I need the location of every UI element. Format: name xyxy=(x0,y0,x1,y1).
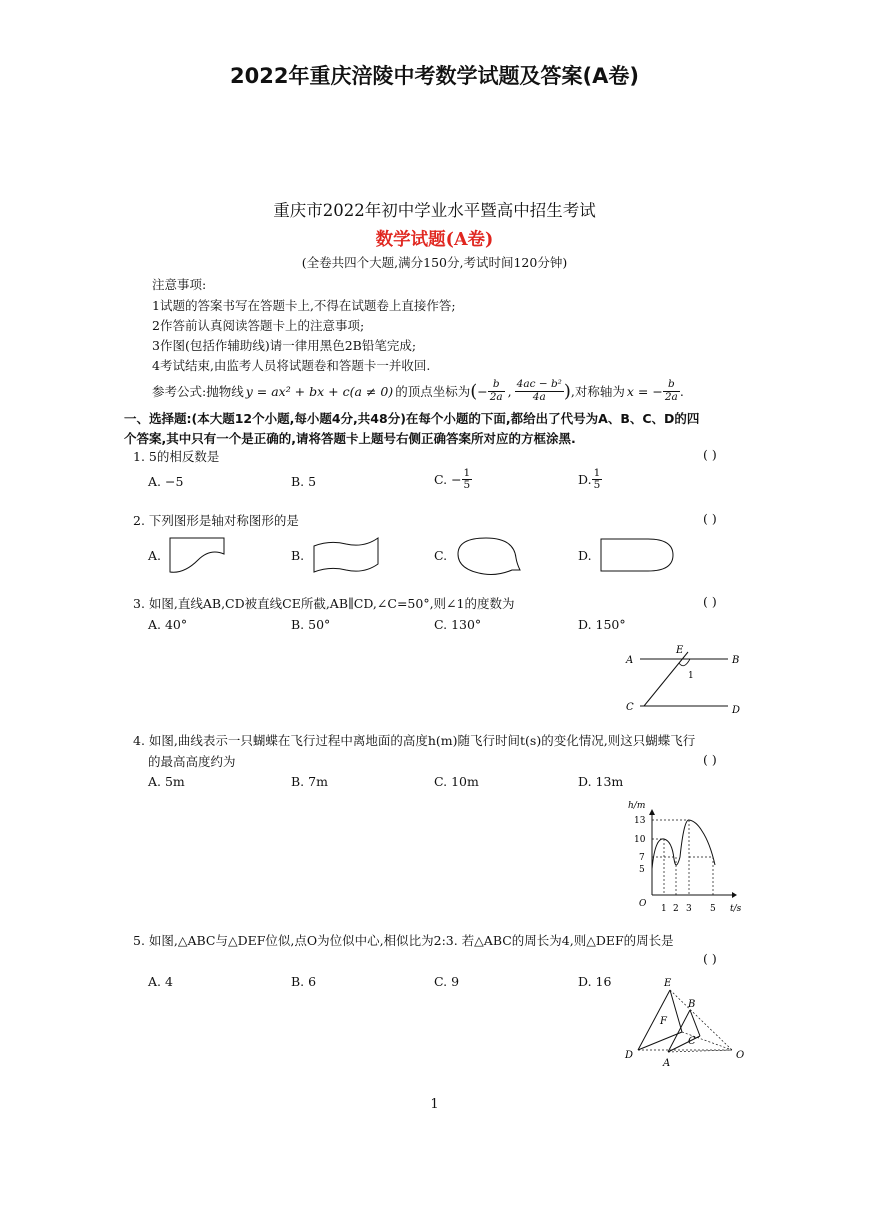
q4-option-c: C. 10m xyxy=(434,774,479,789)
vertex-x-fraction xyxy=(488,379,505,402)
q2-option-b: B. xyxy=(291,548,305,563)
axis-fraction xyxy=(663,379,680,402)
label-c: C xyxy=(626,702,634,713)
label-b: B xyxy=(688,999,696,1010)
label-c: C xyxy=(688,1036,696,1047)
vertex-y-fraction xyxy=(515,379,564,402)
q5-figure xyxy=(620,972,750,1070)
formula-mid: 的顶点坐标为 xyxy=(395,384,471,399)
q1-option-d xyxy=(578,468,602,491)
frac-den: 4a xyxy=(532,390,546,403)
q5-option-c: C. 9 xyxy=(434,974,460,989)
subject-title: 数学试题(A卷) xyxy=(375,230,494,250)
label-f: F xyxy=(660,1016,667,1027)
section-heading-cont: 个答案,其中只有一个是正确的,请将答题卡上题号右侧正确答案所对应的方框涂黑. xyxy=(124,431,576,446)
question-2-stem: 2. 下列图形是轴对称图形的是 xyxy=(133,513,299,528)
y-tick-7: 7 xyxy=(639,853,645,863)
option-c-label: C. − xyxy=(434,472,462,488)
frac-num: 1 xyxy=(593,467,601,479)
note-item: 1试题的答案书写在答题卡上,不得在试题卷上直接作答; xyxy=(152,298,456,313)
question-1-stem: 1. 5的相反数是 xyxy=(133,449,220,464)
q5-option-a: A. 4 xyxy=(148,974,173,989)
origin-label: O xyxy=(639,899,647,909)
q2-shape-d xyxy=(598,536,676,574)
y-tick-13: 13 xyxy=(634,816,646,826)
q4-option-b: B. 7m xyxy=(291,774,328,789)
question-4-stem: 4. 如图,曲线表示一只蝴蝶在飞行过程中离地面的高度h(m)随飞行时间t(s)的变化情况,则这只蝴蝶飞行 xyxy=(133,733,696,748)
frac-num: 4ac − b² xyxy=(516,378,562,391)
x-tick-2: 2 xyxy=(673,904,679,914)
note-item: 2作答前认真阅读答题卡上的注意事项; xyxy=(152,318,365,333)
label-o: O xyxy=(736,1050,745,1061)
answer-blank: ( ) xyxy=(703,594,717,609)
q3-figure xyxy=(622,640,748,718)
label-a: A xyxy=(663,1058,671,1069)
q1-option-a: A. −5 xyxy=(148,474,184,489)
answer-blank: ( ) xyxy=(703,511,717,526)
formula-prefix: 参考公式:抛物线 xyxy=(152,384,244,399)
q1-option-b: B. 5 xyxy=(291,474,317,489)
label-e: E xyxy=(676,645,684,656)
q2-option-c: C. xyxy=(434,548,448,563)
y-tick-5: 5 xyxy=(639,865,645,875)
comma: , xyxy=(507,383,512,399)
question-5-stem: 5. 如图,△ABC与△DEF位似,点O为位似中心,相似比为2:3. 若△ABC的周长为4,则△DEF的周长是 xyxy=(133,933,674,948)
frac-den: 2a xyxy=(489,390,503,403)
axis-expr: x = − xyxy=(626,383,663,399)
answer-blank: ( ) xyxy=(703,752,717,767)
q2-shape-c xyxy=(454,534,526,578)
frac-num: b xyxy=(663,379,680,391)
y-tick-10: 10 xyxy=(634,835,646,845)
page-number: 1 xyxy=(430,1097,439,1112)
q3-option-a: A. 40° xyxy=(148,617,188,632)
label-a: A xyxy=(626,655,634,666)
x-tick-1: 1 xyxy=(661,904,667,914)
answer-blank: ( ) xyxy=(703,447,717,462)
frac-den: 5 xyxy=(463,479,471,492)
question-3-stem: 3. 如图,直线AB,CD被直线CE所截,AB∥CD,∠C=50°,则∠1的度数为 xyxy=(133,596,515,611)
frac-den: 2a xyxy=(664,390,678,403)
x-tick-3: 3 xyxy=(686,904,692,914)
paren-close: ) xyxy=(563,380,571,402)
answer-blank: ( ) xyxy=(703,951,717,966)
label-d: D xyxy=(625,1050,634,1061)
q3-option-c: C. 130° xyxy=(434,617,482,632)
label-e: E xyxy=(664,978,672,989)
x-tick-5: 5 xyxy=(710,904,716,914)
exam-title: 重庆市2022年初中学业水平暨高中招生考试 xyxy=(273,201,596,220)
reference-formula xyxy=(152,374,684,408)
q5-option-b: B. 6 xyxy=(291,974,317,989)
q3-option-d: D. 150° xyxy=(578,617,626,632)
q3-option-b: B. 50° xyxy=(291,617,331,632)
paren-open: ( xyxy=(470,380,478,402)
formula-expr: y = ax² + bx + c(a ≠ 0) xyxy=(245,383,394,399)
formula-end: . xyxy=(679,383,684,399)
exam-scope: (全卷共四个大题,满分150分,考试时间120分钟) xyxy=(301,255,568,270)
q5-option-d: D. 16 xyxy=(578,974,612,989)
frac-num: 1 xyxy=(463,467,471,479)
q1-option-c xyxy=(434,468,472,491)
note-item: 4考试结束,由监考人员将试题卷和答题卡一并收回. xyxy=(152,358,431,373)
label-d: D xyxy=(732,705,741,716)
x-axis-label: t/s xyxy=(730,904,742,914)
frac-num: b xyxy=(488,379,505,391)
q2-shape-a xyxy=(166,534,230,576)
label-angle-1: 1 xyxy=(688,671,694,681)
q2-option-a: A. xyxy=(148,548,162,563)
section-heading: 一、选择题:(本大题12个小题,每小题4分,共48分)在每个小题的下面,都给出了代号为A、B、C、D的四 xyxy=(124,411,700,426)
fraction xyxy=(592,468,603,491)
q2-option-d: D. xyxy=(578,548,592,563)
notes-heading: 注意事项: xyxy=(152,277,207,292)
option-d-label: D. xyxy=(578,472,592,488)
q4-option-d: D. 13m xyxy=(578,774,624,789)
axis-text: ,对称轴为 xyxy=(570,384,625,399)
y-axis-label: h/m xyxy=(628,801,646,811)
question-4-stem-cont: 的最高高度约为 xyxy=(148,754,236,769)
q4-graph xyxy=(622,797,748,919)
label-b: B xyxy=(732,655,740,666)
fraction xyxy=(462,468,473,491)
q2-shape-b xyxy=(310,534,382,578)
minus-sign: − xyxy=(477,383,488,399)
note-item: 3作图(包括作辅助线)请一律用黑色2B铅笔完成; xyxy=(152,338,417,353)
q4-option-a: A. 5m xyxy=(148,774,185,789)
document-title: 2022年重庆涪陵中考数学试题及答案(A卷) xyxy=(230,64,639,88)
frac-den: 5 xyxy=(593,479,601,492)
